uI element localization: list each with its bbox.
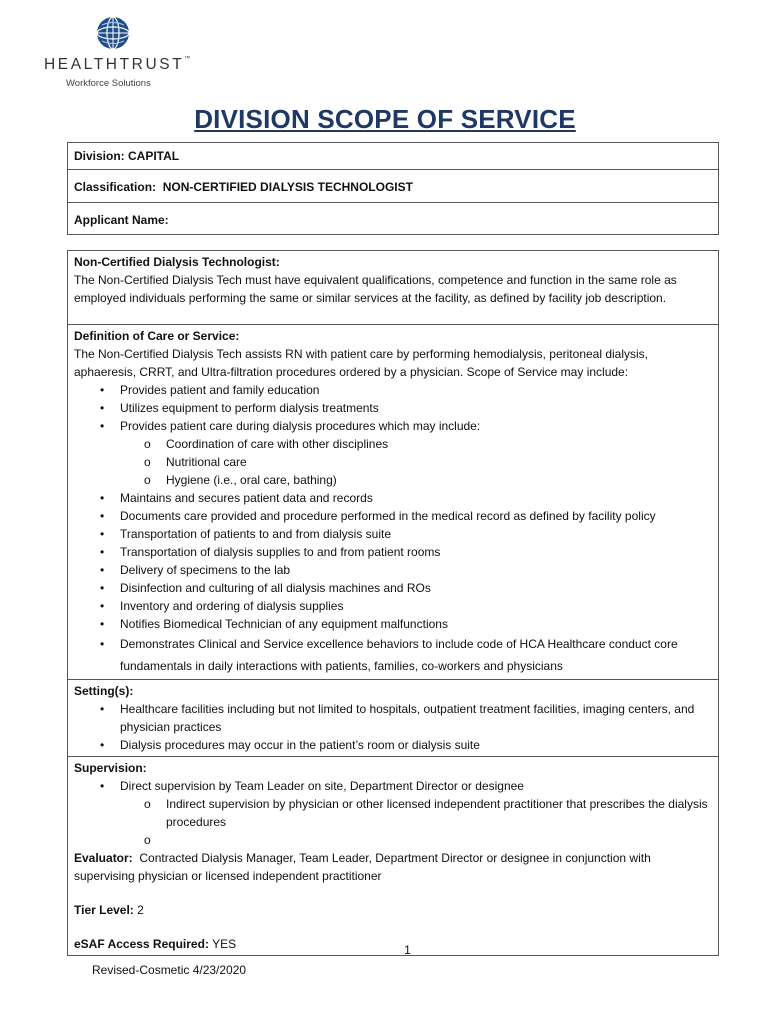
supervision-heading: Supervision: [74,761,147,775]
list-item: • Provides patient and family education [74,381,712,399]
role-text: The Non-Certified Dialysis Tech must have equivalent qualifications, competence and function in the same role as employed individuals performing the same or similar services at the facility, as defined by facility job description. [74,273,677,305]
brand-subtitle: Workforce Solutions [66,78,151,89]
page-title: DIVISION SCOPE OF SERVICE [194,104,576,134]
scope-table [67,250,719,956]
settings-section [68,680,718,757]
evaluator: Evaluator: Contracted Dialysis Manager, Team Leader, Department Director or designee in conjunction with supervising physician or licensed independent practitioner [74,851,651,883]
list-item: • Maintains and secures patient data and records [74,489,712,507]
sub-list-item: o Coordination of care with other disciplines [74,435,712,453]
sub-list-item: o Indirect supervision by physician or other licensed independent practitioner that prescribes the dialysis procedures [74,795,712,831]
role-section [68,251,718,325]
division-row: Division: CAPITAL [68,143,718,170]
list-item: • Delivery of specimens to the lab [74,561,712,579]
header-table [67,142,719,235]
list-item: • Demonstrates Clinical and Service excellence behaviors to include code of HCA Healthcare conduct core fundamentals in daily interactions with patients, families, co-workers and physicians [74,633,712,677]
list-item: • Direct supervision by Team Leader on site, Department Director or designee [74,777,712,795]
globe-icon [96,16,130,50]
applicant-name-row: Applicant Name: [74,213,169,227]
list-item: • Transportation of patients to and from dialysis suite [74,525,712,543]
esaf-access: eSAF Access Required: YES [74,937,237,951]
list-item: • Provides patient care during dialysis procedures which may include: [74,417,712,435]
sub-list-item: o Nutritional care [74,453,712,471]
list-item: • Documents care provided and procedure performed in the medical record as defined by facility policy [74,507,712,525]
list-item: • Dialysis procedures may occur in the patient’s room or dialysis suite [74,736,712,754]
healthtrust-logo [44,14,194,94]
role-heading: Non-Certified Dialysis Technologist: [74,255,280,269]
page-number: 1 [404,943,411,957]
revised-date: Revised-Cosmetic 4/23/2020 [92,963,247,977]
list-item: • Disinfection and culturing of all dialysis machines and ROs [74,579,712,597]
list-item: • Notifies Biomedical Technician of any equipment malfunctions [74,615,712,633]
list-item: • Healthcare facilities including but not limited to hospitals, outpatient treatment facilities, imaging centers, and physician practices [74,700,712,736]
classification-row: Classification: NON-CERTIFIED DIALYSIS TECHNOLOGIST [68,170,718,203]
sub-list-item: o Hygiene (i.e., oral care, bathing) [74,471,712,489]
tier-level: Tier Level: 2 [74,903,144,917]
list-item: • Utilizes equipment to perform dialysis treatments [74,399,712,417]
settings-heading: Setting(s): [74,684,134,698]
brand-name: HEALTHTRUST™ [44,56,191,73]
definition-text: The Non-Certified Dialysis Tech assists RN with patient care by performing hemodialysis, peritoneal dialysis, aphaeresis, CRRT, and Ultra-filtration procedures ordered by a physician. Scope of Service may include: [74,347,649,379]
list-item: • Transportation of dialysis supplies to and from patient rooms [74,543,712,561]
definition-section [68,325,718,680]
sub-list-item [74,831,712,849]
supervision-section [68,757,718,955]
list-item: • Inventory and ordering of dialysis supplies [74,597,712,615]
definition-heading: Definition of Care or Service: [74,329,240,343]
